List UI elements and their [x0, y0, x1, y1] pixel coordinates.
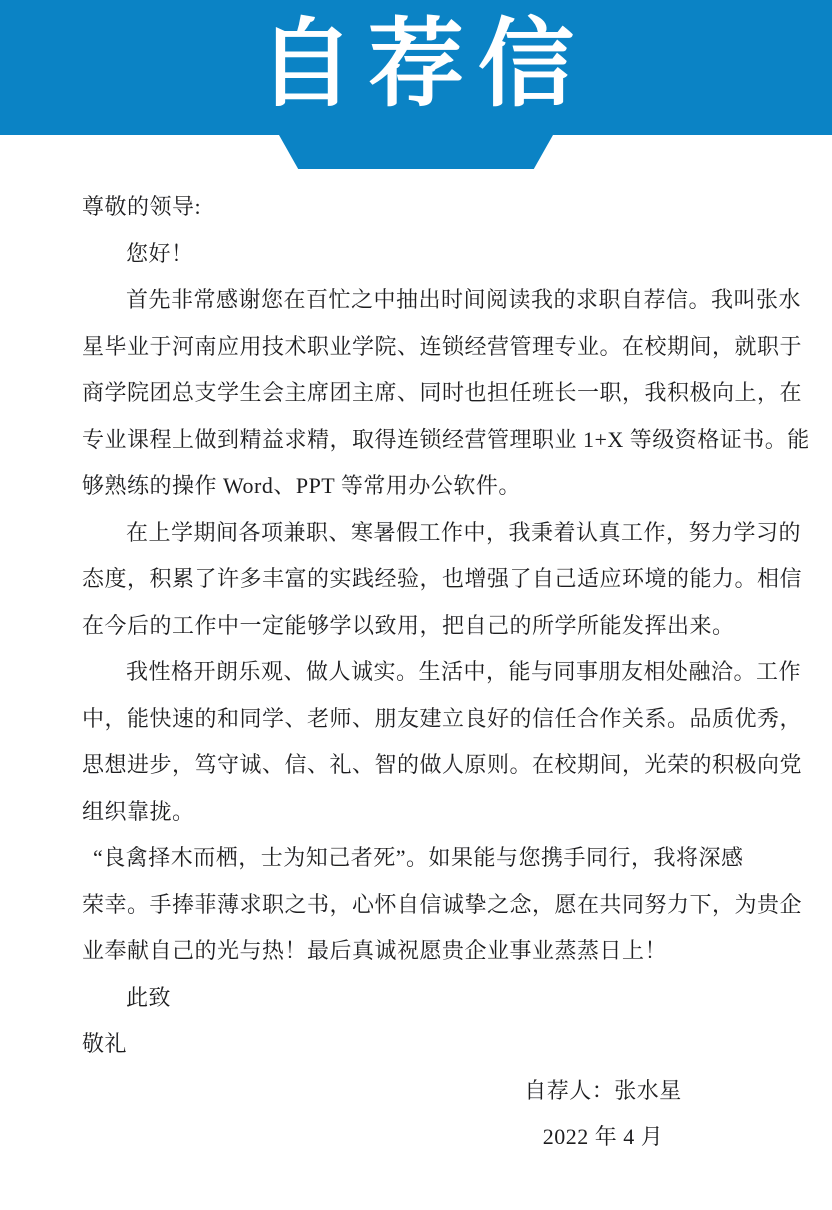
letter-line: 业奉献自己的光与热！最后真诚祝愿贵企业事业蒸蒸日上！	[82, 938, 668, 963]
letter-line: 在上学期间各项兼职、寒暑假工作中，我秉着认真工作，努力学习的	[126, 519, 802, 545]
letter-line: 态度，积累了许多丰富的实践经验，也增强了自己适应环境的能力。相信	[82, 566, 803, 591]
page-title: 自荐信	[258, 10, 588, 118]
letter-line: 思想进步，笃守诚、信、礼、智的做人原则。在校期间，光荣的积极向党	[82, 752, 803, 777]
letter-line: 组织靠拢。	[82, 798, 195, 824]
header-banner	[0, 0, 832, 135]
banner-notch-shape	[279, 135, 553, 169]
letter-line: 此致	[126, 984, 172, 1010]
letter-line: 我性格开朗乐观、做人诚实。生活中，能与同事朋友相处融洽。工作	[126, 659, 802, 684]
letter-line: 星毕业于河南应用技术职业学院、连锁经营管理专业。在校期间，就职于	[82, 333, 803, 359]
letter-line: 中，能快速的和同学、老师、朋友建立良好的信任合作关系。品质优秀，	[82, 705, 803, 731]
signature-name-line: 自荐人：张水星	[524, 1077, 682, 1103]
letter-line: 专业课程上做到精益求精，取得连锁经营管理职业 1+X 等级资格证书。能	[82, 426, 810, 452]
signature-date-line: 2022 年 4 月	[542, 1124, 664, 1149]
letter-line: 够熟练的操作 Word、PPT 等常用办公软件。	[82, 473, 521, 498]
letter-line: 商学院团总支学生会主席团主席、同时也担任班长一职，我积极向上，在	[82, 380, 803, 405]
letter-line: 敬礼	[82, 1031, 128, 1056]
letter-line: 在今后的工作中一定能够学以致用，把自己的所学所能发挥出来。	[82, 612, 735, 638]
letter-line: 您好！	[126, 240, 194, 266]
letter-body	[82, 184, 810, 1161]
letter-line: 荣幸。手捧菲薄求职之书，心怀自信诚挚之念，愿在共同努力下，为贵企	[82, 891, 803, 917]
letter-line: “良禽择木而栖，士为知己者死”。如果能与您携手同行，我将深感	[93, 845, 744, 870]
signature-block	[412, 1068, 794, 1161]
letter-line: 尊敬的领导:	[82, 194, 202, 219]
letter-line: 首先非常感谢您在百忙之中抽出时间阅读我的求职自荐信。我叫张水	[126, 287, 802, 312]
